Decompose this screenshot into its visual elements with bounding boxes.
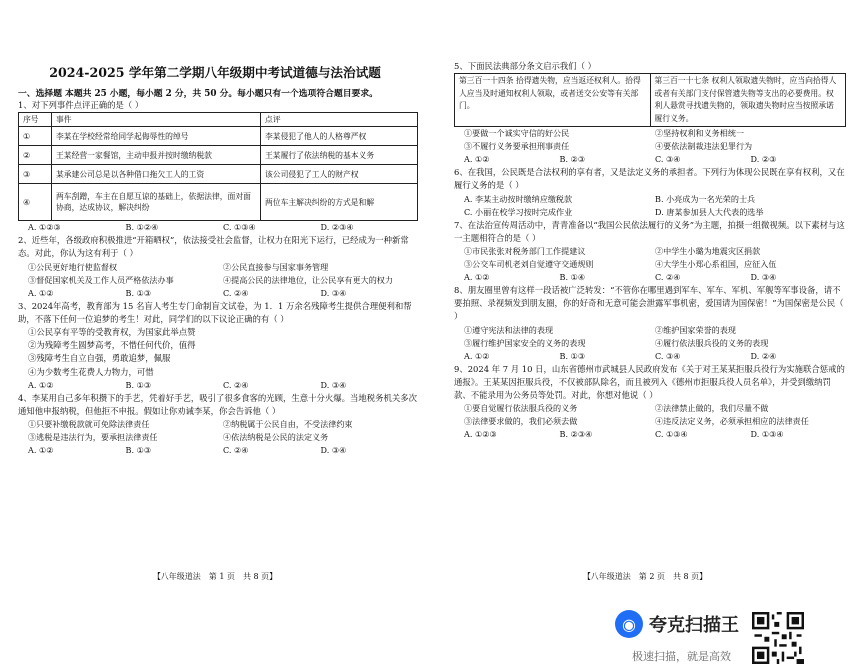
option-a[interactable]: A. 李某主动按时缴纳应缴税款: [464, 193, 573, 204]
option-c[interactable]: C. ②④: [223, 287, 249, 298]
statement-item: ②中学生小璐为地震灾区捐款: [655, 246, 761, 257]
law-article-left: 第三百一十四条 拾得遗失物，应当返还权利人。拾得人应当及时通知权利人领取，或者送交公安等有关部门。: [455, 74, 651, 127]
option-d[interactable]: D. ③④: [320, 379, 347, 390]
option-b[interactable]: B. ①③: [559, 350, 586, 361]
question-9-options: [454, 428, 846, 441]
exam-page-2: [430, 0, 860, 670]
question-5-options: [454, 153, 846, 166]
table-cell: ②: [19, 146, 52, 165]
statement-item: ①公民更好地行使监督权: [28, 261, 118, 272]
question-3-options: [18, 379, 418, 392]
option-d[interactable]: D. ③④: [750, 272, 777, 283]
statement-item: ①要自觉履行依法服兵役的义务: [464, 403, 578, 414]
option-d[interactable]: D. ②④: [750, 350, 777, 361]
question-7: 7、在法治宣传周活动中，青青准备以“我国公民依法履行的义务”为主题，拍摄一组微视频。以下素材与这一主题相符合的是（ ）: [454, 219, 845, 243]
option-d[interactable]: D. ②③: [750, 154, 777, 165]
question-7-options: [454, 271, 846, 284]
statement-item: ④违反法定义务，必须承担相应的法律责任: [655, 416, 809, 427]
statement-item: ②公民直接参与国家事务管理: [223, 261, 329, 272]
option-a[interactable]: A. ①②: [464, 154, 490, 165]
question-4-options: [18, 444, 418, 457]
page2-content: [454, 60, 846, 441]
page1-content: [18, 80, 418, 457]
question-5-items: [454, 127, 846, 153]
option-d[interactable]: D. ②③④: [320, 222, 354, 233]
statement-item: ④要依法制裁违法犯罪行为: [655, 141, 753, 152]
table-header-row: [19, 113, 418, 127]
table-cell: 两位车主解决纠纷的方式是和解: [261, 184, 418, 221]
option-c[interactable]: C. ③④: [655, 350, 681, 361]
statement-item: ①要做一个诚实守信的好公民: [464, 128, 570, 139]
table-cell: 王某履行了依法纳税的基本义务: [261, 146, 418, 165]
option-c[interactable]: C. 小丽在校学习按时完成作业: [464, 206, 573, 217]
table-row: [19, 184, 418, 221]
question-2-options: [18, 287, 418, 300]
statement-item: ①市民张张对税务部门工作提建议: [464, 246, 586, 257]
statement-item: ①公民享有平等的受教育权，为国家此举点赞: [28, 327, 196, 338]
option-b[interactable]: B. ①③: [125, 287, 152, 298]
question-2-items: [18, 261, 418, 287]
question-7-items: [454, 245, 846, 271]
option-c[interactable]: C. ②④: [655, 272, 681, 283]
statement-item: ①只要补缴税款就可免除法律责任: [28, 419, 150, 430]
scanner-logo-icon: ◉: [615, 610, 643, 638]
question-8-options: [454, 350, 846, 363]
option-b[interactable]: B. ①③: [125, 445, 152, 456]
option-b[interactable]: B. 小亮成为一名光荣的士兵: [655, 193, 756, 204]
option-d[interactable]: D. ③④: [320, 287, 347, 298]
option-b[interactable]: B. ①③: [125, 379, 152, 390]
exam-title: 2024-2025 学年第二学期八年级期中考试道德与法治试题: [49, 65, 381, 80]
option-d[interactable]: D. 唐某参加县人大代表的选举: [655, 206, 764, 217]
option-b[interactable]: B. ②③④: [559, 429, 593, 440]
option-a[interactable]: A. ①②: [28, 379, 54, 390]
page-footer: 【八年级道法 第 2 页 共 8 页】: [582, 572, 708, 581]
scanner-watermark: [615, 610, 739, 638]
question-6-options: [454, 193, 846, 219]
option-a[interactable]: A. ①②③: [464, 429, 497, 440]
statement-item: ③公交车司机老刘自觉遵守交通规则: [464, 259, 594, 270]
statement-item: ②坚持权利和义务相统一: [655, 128, 745, 139]
statement-item: ②维护国家荣誉的表现: [655, 324, 736, 335]
question-8: 8、朋友圈里曾有这样一段话被广泛转发：“不管你在哪里遇到军车、军车、军机、军舰等军事设备，请不要拍照、录视频发到朋友圈，你的好奇和无意可能会泄露军事机密，爱国请为国保密！”为国保密是公民（ ）: [454, 285, 844, 322]
table-cell: 该公司侵犯了工人的财产权: [261, 165, 418, 184]
table-cell: ③: [19, 165, 52, 184]
statement-item: ④大学生小郑心系祖国，应征入伍: [655, 259, 777, 270]
question-8-items: [454, 324, 846, 350]
table-cell: ④: [19, 184, 52, 221]
question-5-table: [454, 73, 846, 127]
question-1: 1、对下列事件点评正确的是（ ）: [18, 100, 144, 110]
section-heading: 一、选择题 本题共 25 小题，每小题 2 分，共 50 分。每小题只有一个选项符合题目要求。: [18, 89, 378, 99]
option-b[interactable]: B. ①②④: [125, 222, 159, 233]
option-b[interactable]: B. ①④: [559, 272, 586, 283]
option-a[interactable]: A. ①②: [464, 272, 490, 283]
option-c[interactable]: C. ②④: [223, 379, 249, 390]
statement-item: ③逃税是违法行为，要承担法律责任: [28, 432, 158, 443]
table-header: 点评: [261, 113, 418, 127]
question-4: 4、李某用自己多年积攒下的手艺，凭着好手艺，吸引了很多食客的光顾，生意十分火爆。当地税务机关多次通知他申报纳税，但他拒不申报。假如让你劝诫李某，你会告诉他（ ）: [18, 392, 417, 417]
law-article-right: 第三百一十七条 权利人领取遗失物时，应当向拾得人或者有关部门支付保管遗失物等支出的必要费用。权利人悬赏寻找遗失物的，领取遗失物时应当按照承诺履行义务。: [650, 74, 846, 127]
statement-item: ③不履行义务要承担刑事责任: [464, 141, 570, 152]
question-9: 9、2024 年 7 月 10 日，山东省德州市武城县人民政府发布《关于对王某某拒服兵役行为实施联合惩戒的通报》。王某某因拒服兵役，不仅被部队除名，而且被列入《德州市拒服兵役人员名单》，并受到缴纳罚款、不能录用为公务员等处罚。对此，你想对他说（ ）: [454, 363, 845, 401]
table-row: [19, 165, 418, 184]
option-a[interactable]: A. ①②: [464, 350, 490, 361]
question-9-items: [454, 402, 846, 428]
statement-item: ④履行依法服兵役的义务的表现: [655, 337, 769, 348]
option-c[interactable]: C. ③④: [655, 154, 681, 165]
statement-item: ③法律要求做的，我们必须去做: [464, 416, 578, 427]
option-c[interactable]: C. ①③④: [655, 429, 688, 440]
table-cell: 李某侵犯了他人的人格尊严权: [261, 127, 418, 146]
table-row: [455, 74, 846, 127]
option-d[interactable]: D. ①③④: [750, 429, 784, 440]
statement-item: ①遵守宪法和法律的表现: [464, 324, 554, 335]
statement-item: ④为少数考生花费人力物力，可惜: [28, 366, 154, 377]
statement-item: ③履行维护国家安全的义务的表现: [464, 337, 586, 348]
statement-item: ③残障考生自立自强，勇敢追梦，佩服: [28, 353, 171, 364]
table-cell: 两车刮蹭，车主在自愿互谅的基础上，依据法律，面对面协商，达成协议，解决纠纷: [52, 184, 261, 221]
statement-item: ②法律禁止做的，我们尽量不做: [655, 403, 769, 414]
question-6: 6、在我国，公民既是合法权利的享有者，又是法定义务的承担者。下列行为体现公民既在享有权利，又在履行义务的是（ ）: [454, 167, 845, 191]
statement-item: ②为残障考生圆梦高考，不惜任何代价，值得: [28, 340, 196, 351]
qr-code-icon: [752, 612, 804, 664]
question-3: 3、2024年高考，教育部为 15 名盲人考生专门命制盲文试卷，为 1．1 万余名残障考生提供合理便利和帮助，不落下任何一位追梦的考生！对此，同学们的以下议论正确的有（ ）: [18, 300, 412, 324]
question-1-table: [18, 112, 418, 221]
table-cell: 某承建公司总是以各种借口拖欠工人的工资: [52, 165, 261, 184]
table-header: 序号: [19, 113, 52, 127]
scanner-slogan: 极速扫描，就是高效: [632, 650, 731, 663]
option-c[interactable]: C. ①③④: [223, 222, 256, 233]
table-header: 事件: [52, 113, 261, 127]
page-footer: 【八年级道法 第 1 页 共 8 页】: [152, 572, 278, 581]
table-cell: ①: [19, 127, 52, 146]
table-row: [19, 127, 418, 146]
option-b[interactable]: B. ②③: [559, 154, 586, 165]
option-d[interactable]: D. ③④: [320, 445, 347, 456]
table-row: [19, 146, 418, 165]
scanner-app-name: 夸克扫描王: [649, 615, 739, 636]
table-cell: 李某在学校经常给同学起侮辱性的绰号: [52, 127, 261, 146]
statement-item: ②纳税属于公民自由，不受法律约束: [223, 419, 353, 430]
option-a[interactable]: A. ①②: [28, 445, 54, 456]
question-2: 2、近些年，各级政府积极推进“开箱晒权”，依法接受社会监督，让权力在阳光下运行，已经成为一种新常态。对此，你认为这有利于（ ）: [18, 235, 409, 259]
statement-item: ③督促国家机关及工作人员严格依法办事: [28, 274, 174, 285]
option-c[interactable]: C. ②④: [223, 445, 249, 456]
statement-item: ④提高公民的法律地位，让公民享有更大的权力: [223, 274, 393, 285]
statement-item: ④依法纳税是公民的法定义务: [223, 432, 329, 443]
question-1-options: [18, 221, 418, 234]
option-a[interactable]: A. ①②③: [28, 222, 61, 233]
option-a[interactable]: A. ①②: [28, 287, 54, 298]
question-4-items: [18, 418, 418, 444]
table-cell: 王某经营一家餐馆，主动申报并按时缴纳税款: [52, 146, 261, 165]
question-5: 5、下面民法典部分条文启示我们（ ）: [454, 61, 596, 71]
